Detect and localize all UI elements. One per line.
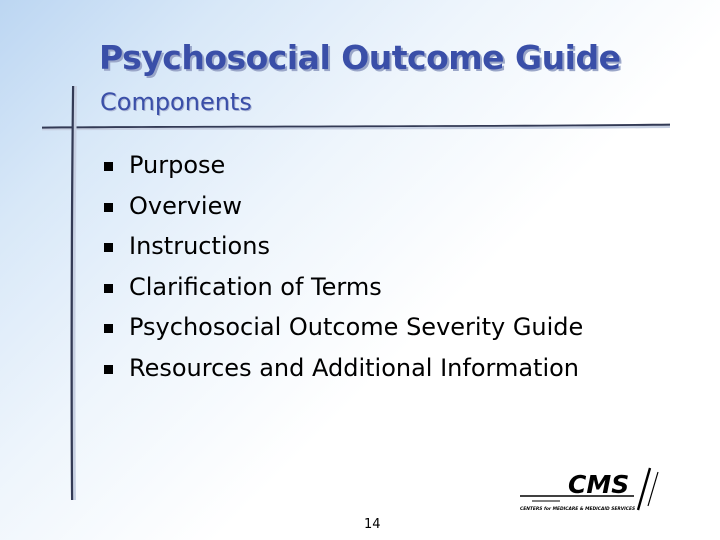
- square-bullet-icon: [104, 324, 113, 333]
- list-item: [104, 145, 583, 186]
- square-bullet-icon: [104, 162, 113, 171]
- bullet-text: Psychosocial Outcome Severity Guide: [129, 313, 584, 341]
- list-item: [104, 267, 583, 308]
- bullet-text: Instructions: [129, 232, 270, 260]
- logo-tagline: CENTERS for MEDICARE & MEDICAID SERVICES: [520, 507, 636, 512]
- bullet-text: Clarification of Terms: [129, 272, 382, 301]
- page-number: 14: [364, 517, 381, 532]
- bullet-list: [104, 145, 583, 388]
- list-item: [104, 186, 583, 227]
- square-bullet-icon: [104, 203, 113, 212]
- bullet-text: Resources and Additional Information: [129, 353, 580, 382]
- square-bullet-icon: [104, 365, 113, 374]
- square-bullet-icon: [104, 284, 113, 293]
- logo-wordmark: CMS: [568, 470, 630, 499]
- bullet-text: Overview: [129, 191, 242, 220]
- vertical-rule: [66, 86, 80, 500]
- bullet-text: Purpose: [129, 151, 226, 179]
- cms-logo: [512, 466, 674, 520]
- list-item: [104, 348, 583, 389]
- list-item: [104, 226, 583, 267]
- slide-title: Psychosocial Outcome Guide: [99, 38, 621, 77]
- horizontal-rule: [42, 123, 670, 133]
- list-item: [104, 307, 583, 348]
- square-bullet-icon: [104, 243, 113, 252]
- slide-subtitle: Components: [100, 88, 252, 116]
